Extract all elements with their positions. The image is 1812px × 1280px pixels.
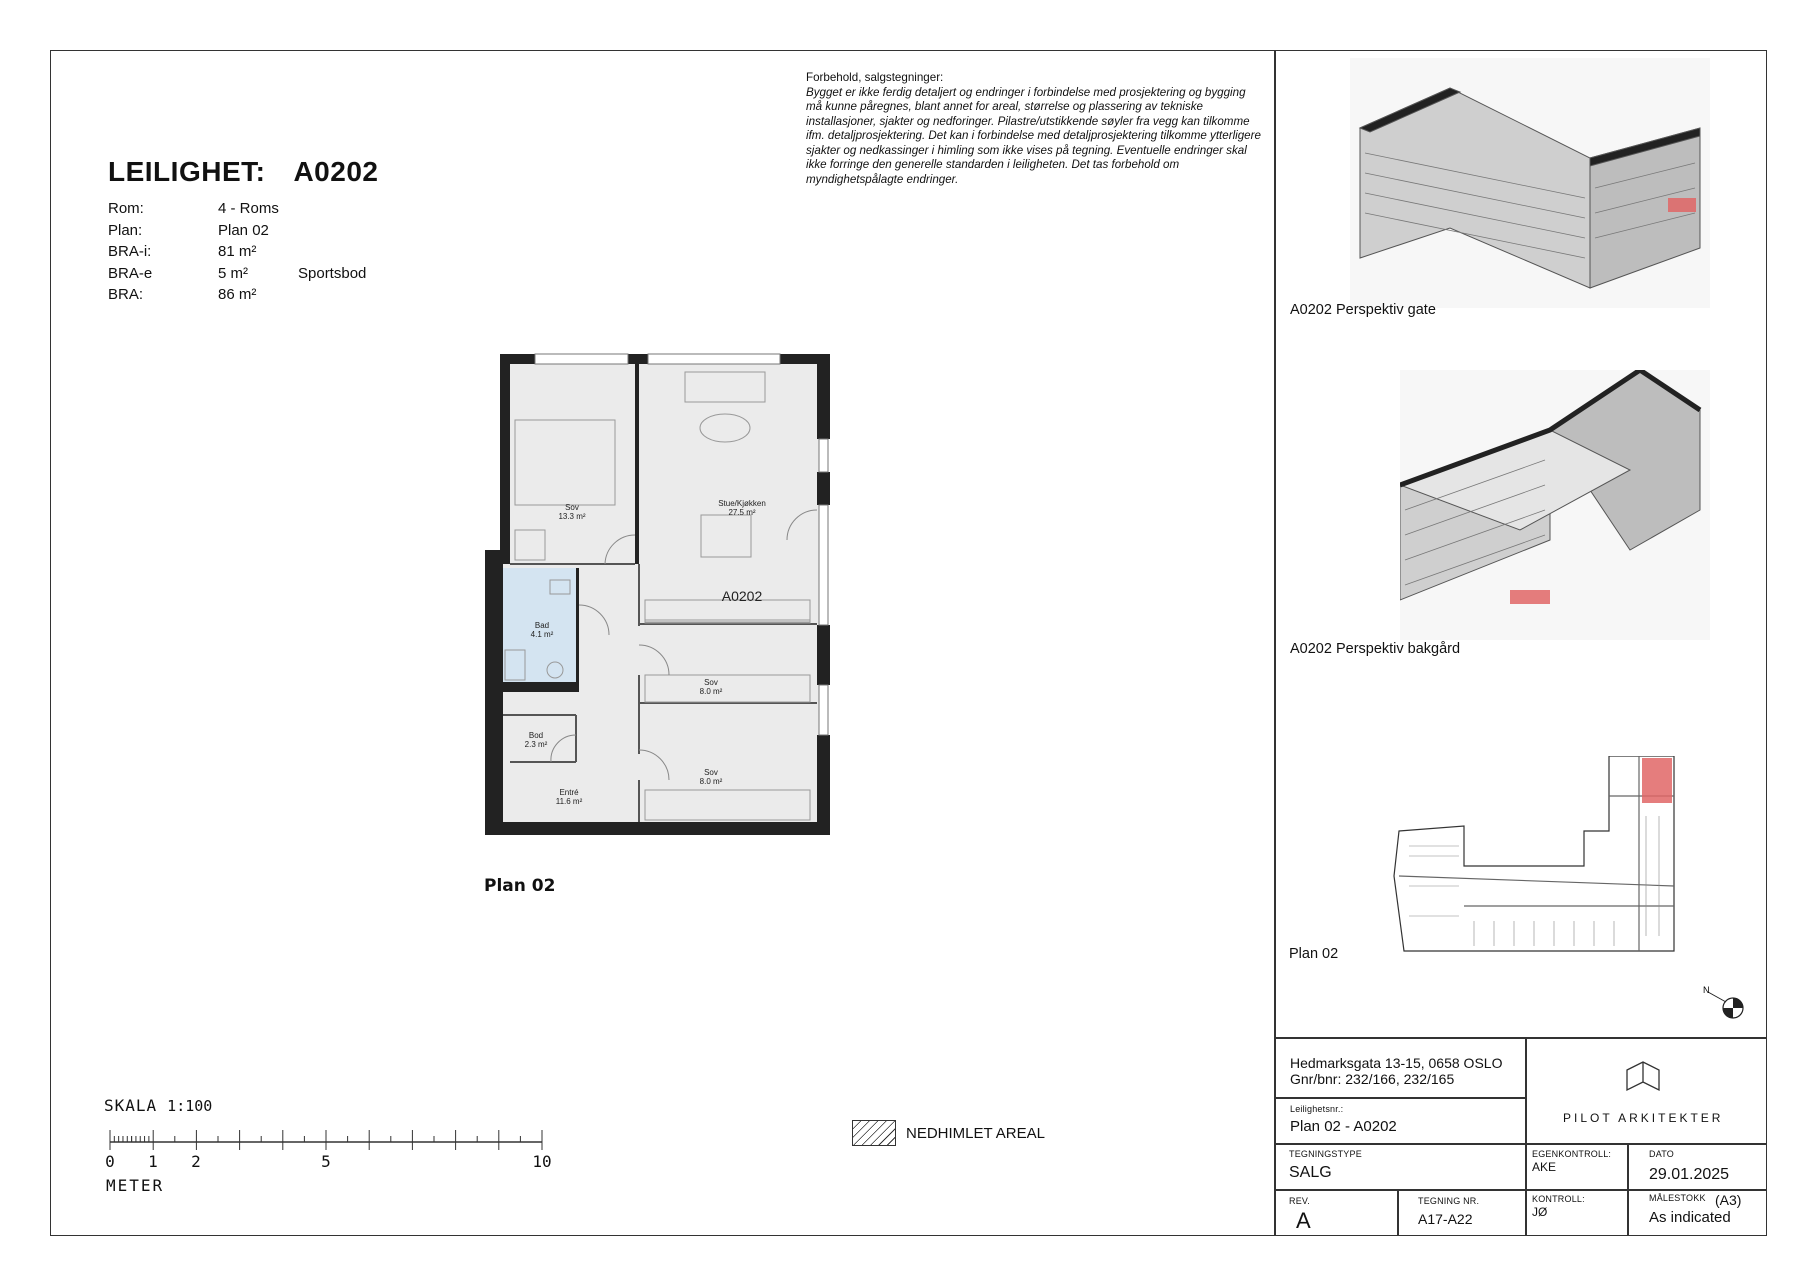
prop-key: BRA: xyxy=(108,286,144,303)
highlight-unit xyxy=(1668,198,1696,212)
scale-value: As indicated xyxy=(1649,1209,1731,1226)
unit-no-label: Leilighetsnr.: xyxy=(1290,1104,1344,1114)
apartment-heading: LEILIGHET: xyxy=(108,156,266,187)
tb-line xyxy=(1274,1037,1767,1039)
firm-logo xyxy=(1563,1060,1723,1125)
disclaimer xyxy=(806,71,1262,187)
drawing-no-label: TEGNING NR. xyxy=(1418,1196,1480,1206)
scale-title-text: SKALA xyxy=(104,1096,158,1115)
room-area: 11.6 m² xyxy=(555,797,583,806)
room-area: 13.3 m² xyxy=(558,512,586,521)
prop-row xyxy=(108,241,366,263)
room-name: Sov xyxy=(704,678,718,687)
firm-name: PILOT ARKITEKTER xyxy=(1563,1111,1724,1125)
scale-tick-label: 2 xyxy=(191,1152,201,1171)
room-area: 8.0 m² xyxy=(699,687,723,696)
prop-key: BRA-e xyxy=(108,264,153,282)
tb-line xyxy=(1274,1143,1767,1145)
perspective-street-image xyxy=(1350,58,1710,308)
date-label: DATO xyxy=(1649,1149,1674,1159)
caption-courtyard: A0202 Perspektiv bakgård xyxy=(1290,641,1461,657)
prop-row xyxy=(108,284,366,306)
unit-code-label: A0202 xyxy=(721,588,763,604)
floor-plan xyxy=(480,350,860,850)
perspective-courtyard-image xyxy=(1400,370,1710,640)
room-name: Sov xyxy=(704,768,718,777)
prop-key: Rom: xyxy=(108,200,144,217)
scale-unit: METER xyxy=(106,1176,165,1195)
prop-note: Sportsbod xyxy=(298,264,367,282)
room-name: Bod xyxy=(528,731,544,740)
type-value: SALG xyxy=(1289,1164,1332,1181)
unit-no: Plan 02 - A0202 xyxy=(1290,1118,1397,1135)
rev-label: REV. xyxy=(1289,1196,1310,1206)
tb-line xyxy=(1397,1189,1399,1236)
tb-line xyxy=(1274,1189,1767,1191)
scale-tick-label: 0 xyxy=(105,1152,115,1171)
prop-value: 86 m² xyxy=(218,286,257,303)
apartment-code: A0202 xyxy=(293,156,379,187)
room-area: 27.5 m² xyxy=(728,508,756,517)
date-value: 29.01.2025 xyxy=(1649,1166,1730,1183)
prop-key: BRA-i: xyxy=(108,243,152,260)
disclaimer-heading: Forbehold, salgstegninger: xyxy=(806,71,944,84)
tb-line xyxy=(1274,1097,1526,1099)
selfcheck-value: AKE xyxy=(1532,1160,1557,1174)
control-value: JØ xyxy=(1532,1205,1548,1219)
prop-value: 4 - Roms xyxy=(218,200,279,217)
hatch-swatch xyxy=(852,1120,896,1146)
room-name: Bad xyxy=(534,621,550,630)
room-name: Sov xyxy=(565,503,579,512)
type-label: TEGNINGSTYPE xyxy=(1289,1149,1362,1159)
rev-value: A xyxy=(1296,1208,1311,1233)
room-area: 4.1 m² xyxy=(530,630,554,639)
highlight-unit xyxy=(1642,758,1672,803)
scale-tick-label: 10 xyxy=(532,1152,552,1171)
scale-ruler xyxy=(104,1116,564,1176)
tb-line xyxy=(1525,1037,1527,1236)
apartment-title xyxy=(108,156,378,188)
floor-plan-label: Plan 02 xyxy=(484,876,556,896)
prop-value: 81 m² xyxy=(218,243,257,260)
key-plan-image xyxy=(1384,756,1684,960)
room-name: Entré xyxy=(559,788,579,797)
scale-bar xyxy=(104,1096,552,1195)
scale-tick-label: 5 xyxy=(321,1152,331,1171)
scale-ratio: 1:100 xyxy=(167,1097,213,1115)
svg-text:N: N xyxy=(1703,985,1710,995)
scale-title xyxy=(104,1096,212,1115)
drawing-no-value: A17-A22 xyxy=(1418,1211,1473,1227)
prop-value: Plan 02 xyxy=(218,221,269,239)
paper-size: (A3) xyxy=(1715,1192,1742,1208)
prop-value: 5 m² xyxy=(218,264,248,282)
gnr-bnr: Gnr/bnr: 232/166, 232/165 xyxy=(1290,1071,1455,1087)
prop-row xyxy=(108,263,366,285)
control-label: KONTROLL: xyxy=(1532,1194,1585,1204)
scale-tick-label: 1 xyxy=(148,1152,158,1171)
disclaimer-body: Bygget er ikke ferdig detaljert og endringer i forbindelse med prosjektering og bygging må kunne påregnes, blant annet for areal, størrelse og plassering av tekniske installasjoner, sjakter og nedforinger. Pilastre/utstikkende søyler fra vegg kan tilkomme ifm. detaljprosjektering. Det kan i forbindelse med detaljprosjektering tilkomme ytterligere sjakter og nedkassinger i himling som ikke vises på tegning. Eventuelle endringer skal ikke forringe den generelle standarden i leiligheten. Det tas forbehold om myndighetspålagte endringer. xyxy=(806,85,1261,186)
apartment-properties xyxy=(108,198,366,306)
legend-label: NEDHIMLET AREAL xyxy=(906,1124,1045,1142)
caption-keyplan: Plan 02 xyxy=(1289,946,1339,962)
prop-key: Plan: xyxy=(108,221,143,239)
prop-row xyxy=(108,220,366,242)
prop-row xyxy=(108,198,366,220)
caption-street: A0202 Perspektiv gate xyxy=(1290,302,1436,318)
room-area: 2.3 m² xyxy=(524,740,548,749)
scale-label: MÅLESTOKK xyxy=(1649,1193,1706,1203)
address: Hedmarksgata 13-15, 0658 OSLO xyxy=(1290,1055,1503,1071)
logo-icon xyxy=(1623,1060,1663,1092)
tb-line xyxy=(1627,1143,1629,1236)
north-arrow-icon xyxy=(1700,984,1746,1020)
room-name: Stue/Kjøkken xyxy=(718,499,766,508)
legend xyxy=(852,1120,1045,1146)
room-area: 8.0 m² xyxy=(699,777,723,786)
highlight-unit xyxy=(1510,590,1550,604)
sheet-divider xyxy=(1274,50,1276,1236)
selfcheck-label: EGENKONTROLL: xyxy=(1532,1149,1612,1159)
